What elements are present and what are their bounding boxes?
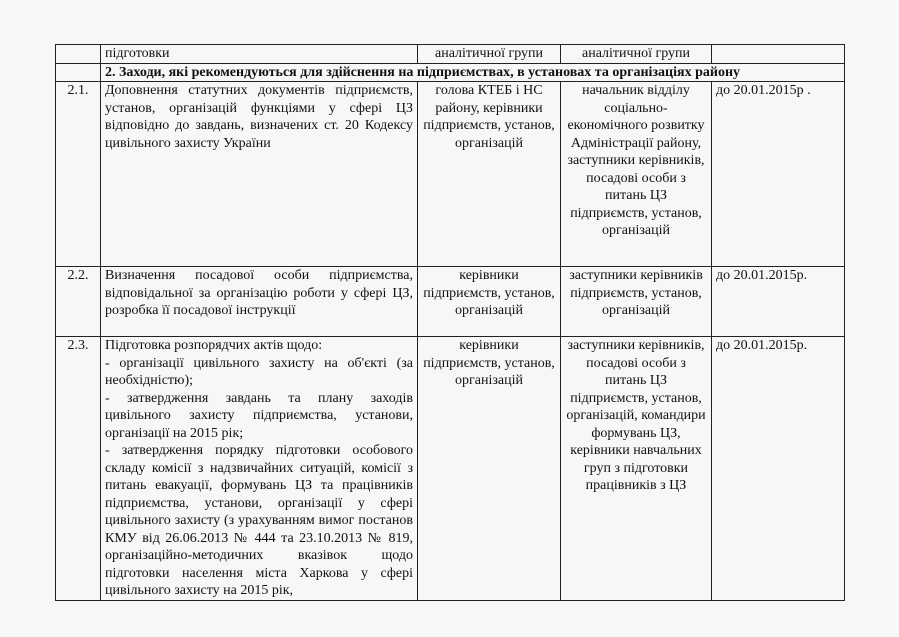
section-heading-row bbox=[56, 63, 845, 82]
row-executor: голова КТЕБ і НС району, керівники підприємств, установ, організацій bbox=[418, 82, 561, 267]
row-deadline: до 20.01.2015р. bbox=[712, 267, 845, 337]
row-deadline: до 20.01.2015р. bbox=[712, 337, 845, 601]
continuation-responsible-cell: аналітичної групи bbox=[561, 45, 712, 64]
row-deadline: до 20.01.2015р . bbox=[712, 82, 845, 267]
continuation-deadline-cell bbox=[712, 45, 845, 64]
row-number: 2.1. bbox=[56, 82, 101, 267]
row-task: Визначення посадової особи підприємства, відповідальної за організацію роботи у сфері ЦЗ, розробка її посадової інструкції bbox=[101, 267, 418, 337]
table-row bbox=[56, 337, 845, 601]
row-executor: керівники підприємств, установ, організацій bbox=[418, 267, 561, 337]
continuation-executor-cell: аналітичної групи bbox=[418, 45, 561, 64]
task-item: - організації цивільного захисту на об'єкті (за необхідністю); bbox=[105, 355, 413, 388]
task-intro: Підготовка розпорядчих актів щодо: bbox=[105, 338, 323, 353]
table-row bbox=[56, 267, 845, 337]
row-responsible: заступники керівників, посадові особи з питань ЦЗ підприємств, установ, організацій, командири формувань ЦЗ, керівники навчальних груп з підготовки працівників з ЦЗ bbox=[561, 337, 712, 601]
row-number: 2.2. bbox=[56, 267, 101, 337]
table-row bbox=[56, 82, 845, 267]
task-item: - затвердження завдань та плану заходів цивільного захисту підприємства, установи, організації на 2015 рік; bbox=[105, 390, 413, 441]
row-number: 2.3. bbox=[56, 337, 101, 601]
row-responsible: заступники керівників підприємств, установ, організацій bbox=[561, 267, 712, 337]
section-heading-spacer bbox=[56, 63, 101, 82]
measures-table bbox=[55, 44, 845, 601]
continuation-task-cell: підготовки bbox=[101, 45, 418, 64]
row-task bbox=[101, 337, 418, 601]
task-item: - затвердження порядку підготовки особового складу комісії з надзвичайних ситуацій, комісії з питань евакуації, формувань ЦЗ та працівників підприємства, установи, організації у сфері цивільного захисту (з урахуванням вимог постанов КМУ від 26.06.2013 № 444 та 23.10.2013 № 819, організаційно-методичних вказівок щодо підготовки населення міста Харкова у сфері цивільного захисту на 2015 рік, bbox=[105, 443, 413, 598]
continuation-num-cell bbox=[56, 45, 101, 64]
section-heading: 2. Заходи, які рекомендуються для здійснення на підприємствах, в установах та організаціях району bbox=[101, 63, 845, 82]
continuation-row bbox=[56, 45, 845, 64]
row-responsible: начальник відділу соціально-економічного розвитку Адміністрації району, заступники керівників, посадові особи з питань ЦЗ підприємств, установ, організацій bbox=[561, 82, 712, 267]
row-task: Доповнення статутних документів підприємств, установ, організацій функціями у сфері ЦЗ відповідно до завдань, визначених ст. 20 Кодексу цивільного захисту України bbox=[101, 82, 418, 267]
row-executor: керівники підприємств, установ, організацій bbox=[418, 337, 561, 601]
